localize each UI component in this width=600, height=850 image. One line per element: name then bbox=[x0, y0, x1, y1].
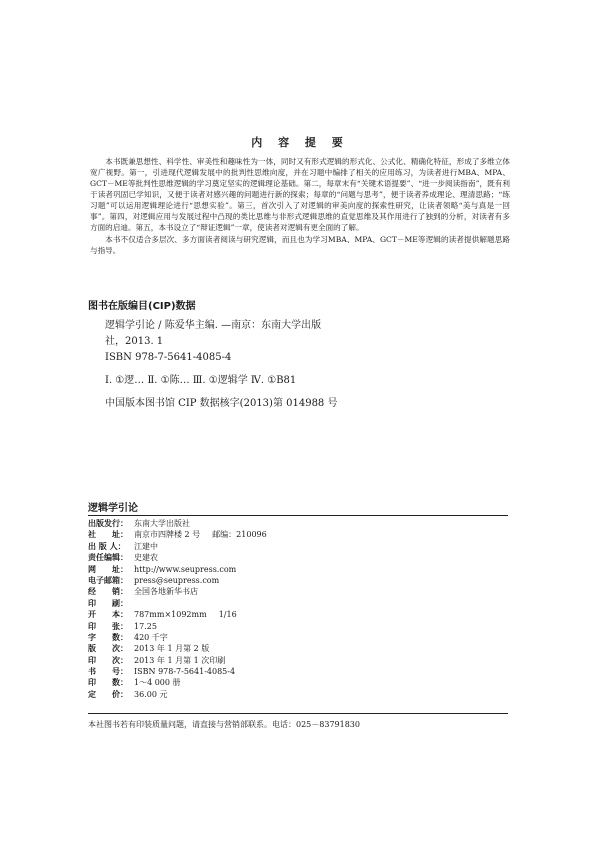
info-row bbox=[88, 632, 267, 643]
info-row bbox=[88, 621, 267, 632]
info-row bbox=[88, 598, 267, 609]
info-value: 420 千字 bbox=[134, 632, 168, 642]
cip-record-line: 中国版本图书馆 CIP 数据核字(2013)第 014988 号 bbox=[105, 398, 338, 409]
info-value: http://www.seupress.com bbox=[134, 564, 237, 574]
summary-title: 内 容 提 要 bbox=[251, 136, 349, 149]
info-row bbox=[88, 643, 267, 654]
info-row bbox=[88, 552, 267, 563]
info-value: 东南大学出版社 bbox=[134, 519, 190, 528]
info-row bbox=[88, 586, 267, 597]
cip-title-line: 逻辑学引论 / 陈爱华主编. —南京：东南大学出版 bbox=[105, 320, 322, 331]
cip-publisher-line: 社，2013. 1 bbox=[105, 336, 164, 347]
info-extra: 邮编：210096 bbox=[212, 530, 267, 540]
book-title: 逻辑学引论 bbox=[88, 503, 138, 514]
info-row bbox=[88, 677, 267, 688]
info-value: 36.00 元 bbox=[134, 689, 168, 699]
info-label: 电子邮箱： bbox=[88, 575, 128, 585]
info-label: 定 价： bbox=[88, 689, 128, 699]
info-label: 开 本： bbox=[88, 610, 128, 620]
summary-paragraph: 本书不仅适合多层次、多方面读者阅读与研究逻辑，而且也为学习MBA、MPA、GCT－ME等逻辑的读者提供解题思路与指导。 bbox=[90, 235, 510, 255]
info-value: 全国各地新华书店 bbox=[134, 587, 198, 597]
info-value: 787mm×1092mm bbox=[134, 610, 207, 620]
info-label: 网 址： bbox=[88, 564, 128, 574]
bottom-divider bbox=[88, 713, 508, 714]
info-row bbox=[88, 609, 267, 620]
info-row bbox=[88, 689, 267, 700]
cip-block bbox=[105, 318, 337, 412]
info-row bbox=[88, 529, 267, 540]
info-label: 责任编辑： bbox=[88, 553, 128, 563]
info-label: 印 刷： bbox=[88, 598, 128, 608]
cip-isbn-line: ISBN 978-7-5641-4085-4 bbox=[105, 352, 232, 363]
info-row bbox=[88, 518, 267, 529]
info-value: ISBN 978-7-5641-4085-4 bbox=[134, 667, 236, 677]
cip-heading: 图书在版编目(CIP)数据 bbox=[88, 301, 196, 312]
info-label: 书 号： bbox=[88, 667, 128, 677]
cip-classification-line: Ⅰ. ①逻… Ⅱ. ①陈… Ⅲ. ①逻辑学 Ⅳ. ①B81 bbox=[105, 375, 297, 386]
info-label: 印 次： bbox=[88, 655, 128, 665]
info-value: 1～4 000 册 bbox=[134, 678, 181, 688]
info-label: 印 数： bbox=[88, 678, 128, 688]
info-value: 2013 年 1 月第 1 次印刷 bbox=[134, 655, 226, 665]
info-value: 江建中 bbox=[134, 541, 158, 551]
info-value: 2013 年 1 月第 2 版 bbox=[134, 644, 210, 654]
info-label: 印 张： bbox=[88, 621, 128, 631]
info-row bbox=[88, 655, 267, 666]
footer-note: 本社图书若有印装质量问题，请直接与营销部联系。电话：025－83791830 bbox=[88, 720, 360, 729]
summary-body bbox=[90, 156, 510, 256]
info-row bbox=[88, 666, 267, 677]
info-value: 17.25 bbox=[134, 621, 157, 631]
info-label: 经 销： bbox=[88, 587, 128, 597]
top-divider bbox=[88, 515, 508, 516]
info-value: 史建农 bbox=[134, 553, 158, 563]
info-label: 字 数： bbox=[88, 632, 128, 642]
info-extra: 1/16 bbox=[218, 610, 237, 620]
info-label: 社 址： bbox=[88, 530, 128, 540]
info-label: 出版发行： bbox=[88, 519, 128, 528]
info-row bbox=[88, 564, 267, 575]
info-row bbox=[88, 575, 267, 586]
info-label: 版 次： bbox=[88, 644, 128, 654]
info-value: press@seupress.com bbox=[134, 575, 220, 585]
info-value: 南京市四牌楼 2 号 bbox=[134, 530, 201, 540]
summary-paragraph: 本书既兼思想性、科学性、审美性和趣味性为一体，同时又有形式逻辑的形式化、公式化、精确化特征，形成了多维立体宽广视野。第一，引进现代逻辑发展中的批判性思维向度，并在习题中编排了相关的应用练习，为读者进行MBA、MPA、GCT－ME等批判性思维逻辑的学习奠定坚实的逻辑理论基础。第二，每章末有“关键术语提要”、“进一步阅读指南”，既有利于读者巩固已学知识，又便于读者对感兴趣的问题进行新的探索；每章的“问题与思考”，便于读者养成理论、理清思路；“练习题”可以运用逻辑理论进行“思想实验”。第三，首次引入了对逻辑的审美向度的探索性研究，让读者领略“美与真是一回事”。第四，对逻辑应用与发展过程中凸现的类比思维与非形式逻辑思维的直觉思维及其作用进行了独到的分析，对读者有多方面的启迪。第五，本书设立了“辩证逻辑”一章，使读者对逻辑有更全面的了解。 bbox=[90, 157, 510, 232]
copyright-info bbox=[88, 518, 267, 700]
info-label: 出 版 人： bbox=[88, 541, 126, 551]
info-row bbox=[88, 541, 267, 552]
